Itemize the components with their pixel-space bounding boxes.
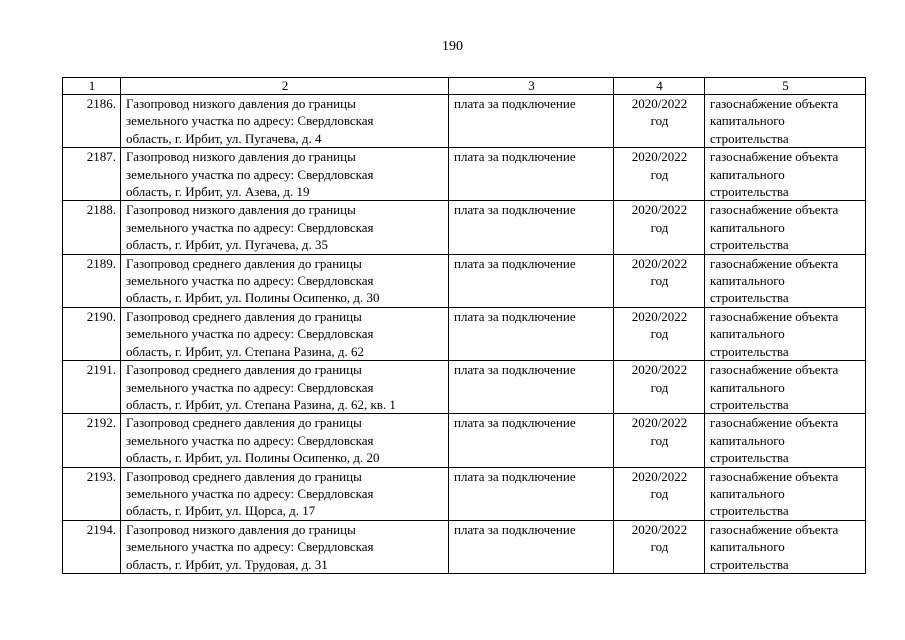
- object-purpose: газоснабжение объекта капитального строительства: [705, 467, 866, 520]
- object-purpose: газоснабжение объекта капитального строительства: [705, 361, 866, 414]
- table-row: [63, 467, 866, 520]
- table-row: [63, 520, 866, 573]
- table-row: [63, 307, 866, 360]
- gas-pipeline-table: [62, 77, 866, 574]
- object-name: Газопровод низкого давления до границы земельного участка по адресу: Свердловская область, г. Ирбит, ул. Пугачева, д. 35: [121, 201, 449, 254]
- implementation-period: 2020/2022 год: [614, 254, 705, 307]
- funding-source: плата за подключение: [449, 520, 614, 573]
- table-header-row: [63, 78, 866, 95]
- row-number: 2191.: [63, 361, 121, 414]
- row-number: 2186.: [63, 95, 121, 148]
- page-number: 190: [442, 39, 463, 54]
- implementation-period: 2020/2022 год: [614, 307, 705, 360]
- row-number: 2194.: [63, 520, 121, 573]
- object-purpose: газоснабжение объекта капитального строительства: [705, 254, 866, 307]
- object-purpose: газоснабжение объекта капитального строительства: [705, 95, 866, 148]
- object-name: Газопровод низкого давления до границы земельного участка по адресу: Свердловская область, г. Ирбит, ул. Трудовая, д. 31: [121, 520, 449, 573]
- funding-source: плата за подключение: [449, 307, 614, 360]
- row-number: 2187.: [63, 148, 121, 201]
- table-row: [63, 361, 866, 414]
- row-number: 2193.: [63, 467, 121, 520]
- funding-source: плата за подключение: [449, 361, 614, 414]
- implementation-period: 2020/2022 год: [614, 414, 705, 467]
- object-purpose: газоснабжение объекта капитального строительства: [705, 520, 866, 573]
- column-header-5: 5: [705, 78, 866, 95]
- row-number: 2192.: [63, 414, 121, 467]
- funding-source: плата за подключение: [449, 148, 614, 201]
- implementation-period: 2020/2022 год: [614, 520, 705, 573]
- implementation-period: 2020/2022 год: [614, 148, 705, 201]
- implementation-period: 2020/2022 год: [614, 467, 705, 520]
- table-row: [63, 95, 866, 148]
- object-name: Газопровод среднего давления до границы земельного участка по адресу: Свердловская область, г. Ирбит, ул. Полины Осипенко, д. 20: [121, 414, 449, 467]
- column-header-1: 1: [63, 78, 121, 95]
- funding-source: плата за подключение: [449, 254, 614, 307]
- table-row: [63, 414, 866, 467]
- object-name: Газопровод низкого давления до границы земельного участка по адресу: Свердловская область, г. Ирбит, ул. Пугачева, д. 4: [121, 95, 449, 148]
- object-name: Газопровод среднего давления до границы земельного участка по адресу: Свердловская область, г. Ирбит, ул. Степана Разина, д. 62: [121, 307, 449, 360]
- funding-source: плата за подключение: [449, 201, 614, 254]
- object-purpose: газоснабжение объекта капитального строительства: [705, 414, 866, 467]
- column-header-3: 3: [449, 78, 614, 95]
- implementation-period: 2020/2022 год: [614, 361, 705, 414]
- row-number: 2190.: [63, 307, 121, 360]
- funding-source: плата за подключение: [449, 414, 614, 467]
- object-name: Газопровод среднего давления до границы земельного участка по адресу: Свердловская область, г. Ирбит, ул. Щорса, д. 17: [121, 467, 449, 520]
- object-purpose: газоснабжение объекта капитального строительства: [705, 148, 866, 201]
- table-row: [63, 148, 866, 201]
- object-purpose: газоснабжение объекта капитального строительства: [705, 201, 866, 254]
- column-header-4: 4: [614, 78, 705, 95]
- object-name: Газопровод низкого давления до границы земельного участка по адресу: Свердловская область, г. Ирбит, ул. Азева, д. 19: [121, 148, 449, 201]
- implementation-period: 2020/2022 год: [614, 95, 705, 148]
- object-purpose: газоснабжение объекта капитального строительства: [705, 307, 866, 360]
- table-row: [63, 254, 866, 307]
- column-header-2: 2: [121, 78, 449, 95]
- row-number: 2189.: [63, 254, 121, 307]
- implementation-period: 2020/2022 год: [614, 201, 705, 254]
- funding-source: плата за подключение: [449, 467, 614, 520]
- row-number: 2188.: [63, 201, 121, 254]
- table-row: [63, 201, 866, 254]
- object-name: Газопровод среднего давления до границы земельного участка по адресу: Свердловская область, г. Ирбит, ул. Степана Разина, д. 62, кв. 1: [121, 361, 449, 414]
- funding-source: плата за подключение: [449, 95, 614, 148]
- object-name: Газопровод среднего давления до границы земельного участка по адресу: Свердловская область, г. Ирбит, ул. Полины Осипенко, д. 30: [121, 254, 449, 307]
